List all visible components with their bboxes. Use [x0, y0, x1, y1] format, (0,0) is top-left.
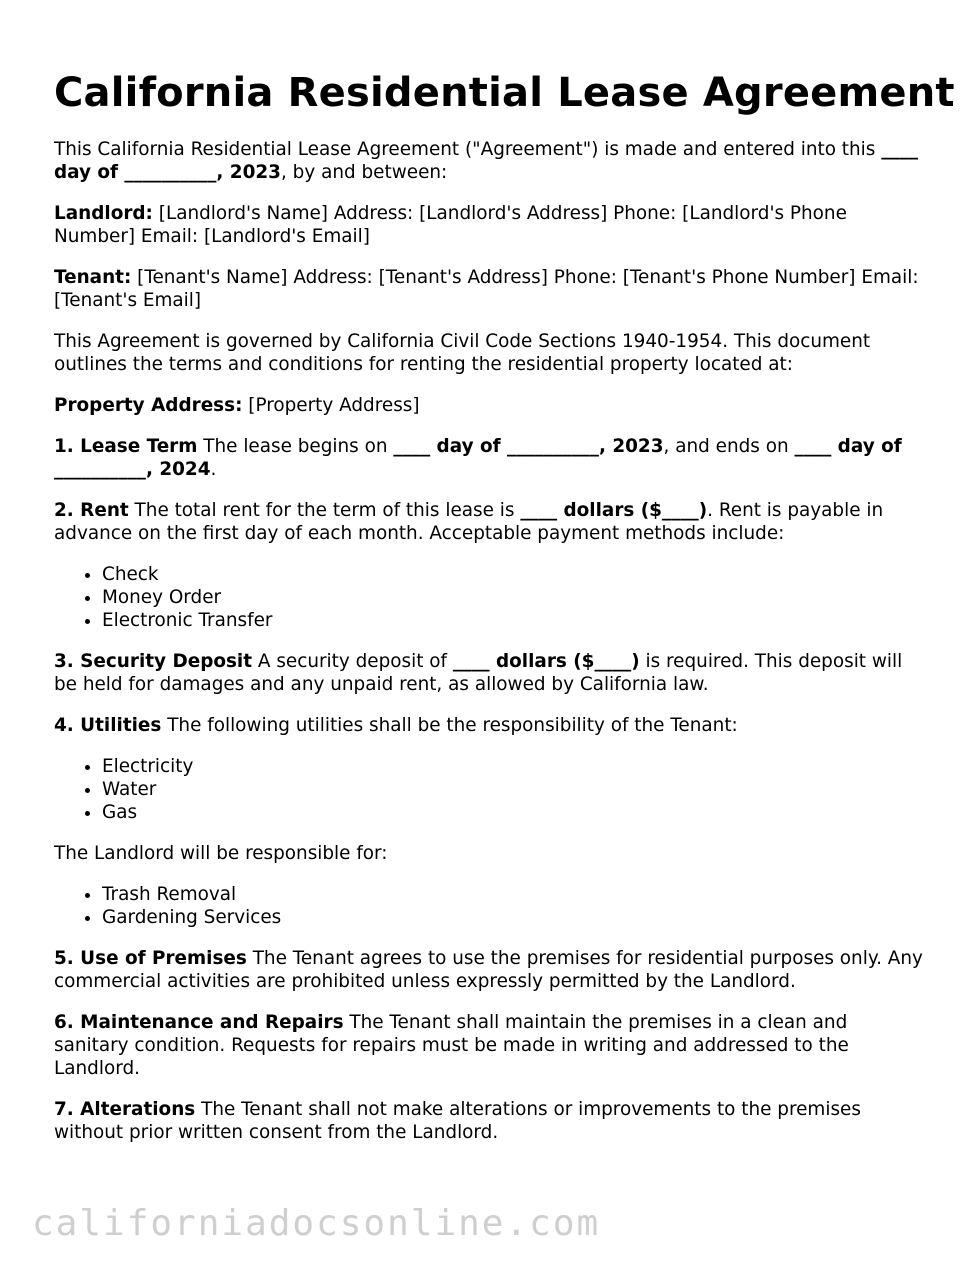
rent-amount-blank: ____ dollars ($____) [520, 500, 708, 521]
property-value: [Property Address] [242, 395, 420, 416]
intro-text: This California Residential Lease Agreement ("Agreement") is made and entered into this [54, 139, 882, 160]
deposit-section [54, 650, 924, 696]
lease-term-text-mid: , and ends on [663, 436, 795, 457]
lease-term-text-end: . [210, 459, 217, 480]
deposit-text-end: is required. This deposit will be held for damages and any unpaid rent, as allowed by California law. [54, 651, 903, 695]
rent-text-end: . Rent is payable in advance on the first day of each month. Acceptable payment methods include: [54, 500, 884, 544]
list-item: • Check [102, 563, 924, 586]
deposit-heading: 3. Security Deposit [54, 651, 253, 672]
lease-end-blank: ____ day of __________, 2024 [54, 436, 902, 480]
premises-text: The Tenant agrees to use the premises for residential purposes only. Any commercial activities are prohibited unless expressly permitted by the Landlord. [54, 948, 923, 992]
intro-date-blank: ____ day of __________, 2023 [54, 139, 918, 183]
list-item: • Electricity [102, 755, 924, 778]
alterations-text: The Tenant shall not make alterations or improvements to the premises without prior written consent from the Landlord. [54, 1099, 861, 1143]
intro-paragraph [54, 138, 924, 184]
landlord-utilities-text: The Landlord will be responsible for: [54, 843, 388, 864]
deposit-amount-blank: ____ dollars ($____) [452, 651, 640, 672]
tenant-paragraph [54, 266, 924, 312]
list-item: • Trash Removal [102, 883, 924, 906]
landlord-paragraph [54, 202, 924, 248]
tenant-details: [Tenant's Name] Address: [Tenant's Address] Phone: [Tenant's Phone Number] Email: [Tenant's Email] [54, 267, 919, 311]
lease-term-text: The lease begins on [197, 436, 394, 457]
tenant-label: Tenant: [54, 267, 132, 288]
list-item: • Gas [102, 801, 924, 824]
list-item: • Electronic Transfer [102, 609, 924, 632]
document-body [54, 70, 955, 1162]
lease-term-section [54, 435, 924, 481]
landlord-utilities-list [54, 883, 924, 929]
landlord-label: Landlord: [54, 203, 153, 224]
payment-methods-list [54, 563, 924, 632]
tenant-utilities-list [54, 755, 924, 824]
page-title: California Residential Lease Agreement [54, 70, 955, 116]
intro-text-end: , by and between: [280, 162, 448, 183]
maintenance-text: The Tenant shall maintain the premises in a clean and sanitary condition. Requests for repairs must be made in writing and addressed to the Landlord. [54, 1012, 849, 1079]
governing-paragraph: This Agreement is governed by California Civil Code Sections 1940-1954. This document outlines the terms and conditions for renting the residential property located at: [54, 331, 871, 375]
list-item: • Water [102, 778, 924, 801]
premises-section [54, 947, 924, 993]
alterations-heading: 7. Alterations [54, 1099, 196, 1120]
lease-term-heading: 1. Lease Term [54, 436, 198, 457]
list-item: • Money Order [102, 586, 924, 609]
utilities-section [54, 714, 924, 737]
landlord-details: [Landlord's Name] Address: [Landlord's Address] Phone: [Landlord's Phone Number] Email: [Landlord's Email] [54, 203, 847, 247]
maintenance-section [54, 1011, 924, 1080]
property-paragraph [54, 394, 924, 417]
watermark: californiadocsonline.com [32, 1203, 601, 1244]
premises-heading: 5. Use of Premises [54, 948, 247, 969]
lease-start-blank: ____ day of __________, 2023 [393, 436, 664, 457]
property-label: Property Address: [54, 395, 243, 416]
deposit-text: A security deposit of [252, 651, 453, 672]
rent-text: The total rent for the term of this lease is [128, 500, 521, 521]
rent-section [54, 499, 924, 545]
maintenance-heading: 6. Maintenance and Repairs [54, 1012, 344, 1033]
rent-heading: 2. Rent [54, 500, 129, 521]
utilities-heading: 4. Utilities [54, 715, 162, 736]
alterations-section [54, 1098, 924, 1144]
list-item: • Gardening Services [102, 906, 924, 929]
utilities-text: The following utilities shall be the responsibility of the Tenant: [161, 715, 738, 736]
